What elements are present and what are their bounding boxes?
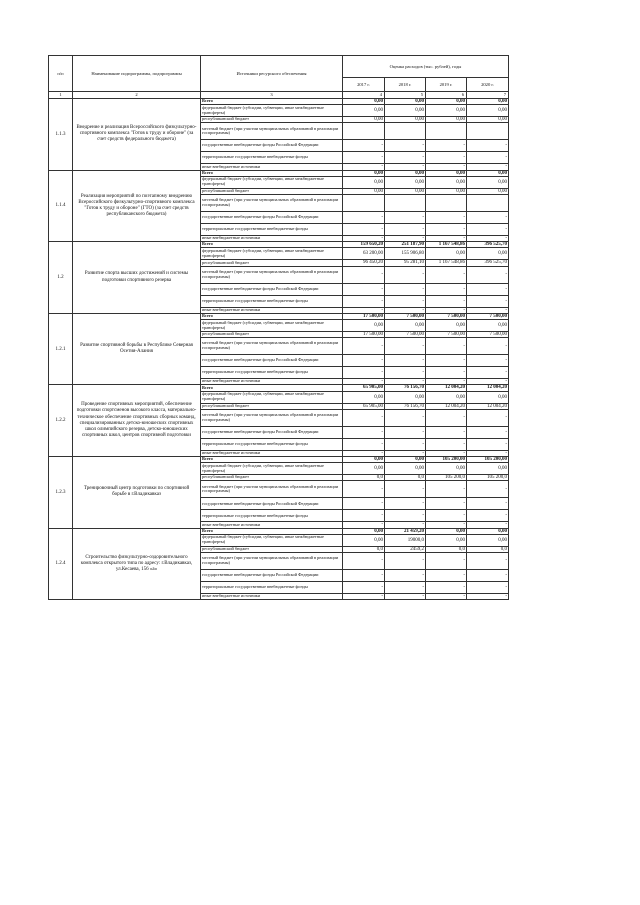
amount-cell: - [343, 266, 385, 283]
amount-cell [467, 123, 509, 140]
amount-cell: 0,00 [385, 463, 426, 475]
amount-cell: 0,00 [343, 117, 385, 123]
funding-source: республиканский бюджет [201, 260, 343, 266]
amount-cell: - [467, 522, 509, 528]
amount-cell: 0,00 [467, 463, 509, 475]
amount-cell: 7 500,00 [467, 332, 509, 338]
funding-source: местный бюджет (при участии муниципальных образований в реализации госпрограммы) [201, 338, 343, 355]
amount-cell: 0,00 [467, 99, 509, 105]
amount-cell: - [343, 498, 385, 510]
amount-cell: - [385, 164, 426, 170]
amount-cell: - [467, 266, 509, 283]
amount-cell: 155 906,80 [385, 248, 426, 260]
amount-cell [467, 195, 509, 212]
amount-cell: - [426, 224, 467, 236]
funding-source: местный бюджет (при участии муниципальных образований в реализации госпрограммы) [201, 123, 343, 140]
amount-cell: 159 650,20 [343, 242, 385, 248]
header-source: Источники ресурсного обеспечения [201, 56, 343, 92]
item-code: 1.2.2 [49, 385, 73, 457]
amount-cell: - [385, 355, 426, 367]
amount-cell: 1 167 548,86 [426, 260, 467, 266]
funding-source: федеральный бюджет (субсидии, субвенции, иные межбюджетные трансферты) [201, 176, 343, 188]
amount-cell: 0,00 [426, 391, 467, 403]
amount-cell: - [426, 164, 467, 170]
amount-cell: - [426, 510, 467, 522]
amount-cell: 0,00 [426, 99, 467, 105]
item-name: Внедрение и реализация Всероссийского физкультурно-спортивного комплекса "Готов к труду и обороне" (за счет средств федерального бюджета) [73, 99, 201, 171]
amount-cell: 396 525,70 [467, 260, 509, 266]
item-code: 1.2.4 [49, 528, 73, 600]
table-body [49, 99, 509, 600]
amount-cell: - [426, 570, 467, 582]
amount-cell [426, 195, 467, 212]
funding-source: республиканский бюджет [201, 188, 343, 194]
amount-cell: - [343, 379, 385, 385]
funding-source: иные внебюджетные источники [201, 236, 343, 242]
amount-cell: - [343, 450, 385, 456]
amount-cell: - [343, 295, 385, 307]
amount-cell: 0,0 [385, 475, 426, 481]
amount-cell: - [467, 140, 509, 152]
amount-cell: - [385, 498, 426, 510]
item-code: 1.1.4 [49, 170, 73, 242]
amount-cell: - [343, 553, 385, 570]
amount-cell: - [343, 152, 385, 164]
funding-source: республиканский бюджет [201, 475, 343, 481]
amount-cell: 0,00 [343, 105, 385, 117]
amount-cell: 105 200,0 [467, 475, 509, 481]
funding-source: республиканский бюджет [201, 332, 343, 338]
amount-cell: - [385, 553, 426, 570]
amount-cell: - [426, 338, 467, 355]
amount-cell: 0,00 [385, 99, 426, 105]
header-name: Наименование подпрограммы, подпрограммы [73, 56, 201, 92]
item-name: Проведение спортивных мероприятий, обеспечение подготовки спортсменов высокого класса, материально-техническое обеспечение спортивных сборных команд, специализированных детско-юношеских спортивных школ олимпийского резерва, детско-юношеских спортивных школ, центров спортивной подготовки [73, 385, 201, 457]
amount-cell: - [467, 594, 509, 600]
amount-cell: - [343, 164, 385, 170]
amount-cell: 0,00 [467, 176, 509, 188]
amount-cell: 65 905,00 [343, 385, 385, 391]
funding-source: республиканский бюджет [201, 546, 343, 552]
amount-cell: - [467, 212, 509, 224]
amount-cell: - [467, 498, 509, 510]
amount-cell: 0,00 [426, 188, 467, 194]
amount-cell: - [343, 426, 385, 438]
amount-cell: - [426, 307, 467, 313]
amount-cell: 7 500,00 [467, 313, 509, 319]
item-code: 1.2.1 [49, 313, 73, 385]
amount-cell: 0,00 [343, 528, 385, 534]
amount-cell: - [343, 510, 385, 522]
amount-cell: - [467, 450, 509, 456]
amount-cell: 0,00 [426, 105, 467, 117]
amount-cell: 105 200,00 [426, 457, 467, 463]
funding-source: государственные внебюджетные фонды Российской Федерации [201, 140, 343, 152]
amount-cell: - [385, 295, 426, 307]
funding-source: территориальные государственные внебюджетные фонды [201, 295, 343, 307]
amount-cell [385, 195, 426, 212]
amount-cell: - [343, 438, 385, 450]
amount-cell: - [385, 224, 426, 236]
amount-cell: - [467, 553, 509, 570]
amount-cell: 0,00 [467, 528, 509, 534]
amount-cell: 7 500,00 [426, 332, 467, 338]
amount-cell: - [467, 438, 509, 450]
amount-cell: - [426, 295, 467, 307]
amount-cell: - [385, 212, 426, 224]
amount-cell: - [426, 594, 467, 600]
funding-source: территориальные государственные внебюджетные фонды [201, 152, 343, 164]
amount-cell [426, 123, 467, 140]
item-name: Строительство физкультурно-оздоровительного комплекса открытого типа по адресу: г.Владикавказ, ул.Кесаева, 156 «а» [73, 528, 201, 600]
funding-source: государственные внебюджетные фонды Российской Федерации [201, 570, 343, 582]
amount-cell: 396 525,70 [467, 242, 509, 248]
amount-cell: - [467, 338, 509, 355]
funding-source: государственные внебюджетные фонды Российской Федерации [201, 283, 343, 295]
amount-cell: - [385, 582, 426, 594]
amount-cell: - [385, 481, 426, 498]
amount-cell: - [385, 409, 426, 426]
funding-source: территориальные государственные внебюджетные фонды [201, 438, 343, 450]
amount-cell: 0,00 [343, 463, 385, 475]
funding-source: местный бюджет (при участии муниципальных образований в реализации госпрограммы) [201, 553, 343, 570]
funding-source: территориальные государственные внебюджетные фонды [201, 510, 343, 522]
amount-cell: - [343, 236, 385, 242]
funding-source: Всего [201, 385, 343, 391]
amount-cell: - [467, 570, 509, 582]
amount-cell: - [385, 283, 426, 295]
amount-cell: - [426, 426, 467, 438]
amount-cell: - [385, 510, 426, 522]
amount-cell: 76 156,70 [385, 385, 426, 391]
amount-cell: 0,00 [426, 534, 467, 546]
header-year: 2018 г. [385, 78, 426, 92]
amount-cell: - [426, 582, 467, 594]
amount-cell: - [467, 283, 509, 295]
amount-cell: 0,0 [343, 546, 385, 552]
funding-source: федеральный бюджет (субсидии, субвенции, иные межбюджетные трансферты) [201, 391, 343, 403]
item-code: 1.2.3 [49, 457, 73, 529]
amount-cell: - [343, 140, 385, 152]
amount-cell: 0,00 [467, 534, 509, 546]
amount-cell: 7 500,00 [385, 332, 426, 338]
amount-cell: 0,00 [385, 320, 426, 332]
amount-cell: 0,00 [467, 248, 509, 260]
amount-cell: - [343, 594, 385, 600]
amount-cell: 0,00 [343, 188, 385, 194]
amount-cell: 0,00 [467, 170, 509, 176]
amount-cell: - [385, 338, 426, 355]
amount-cell: - [343, 224, 385, 236]
item-name: Развитие спорта высших достижений и системы подготовки спортивного резерва [73, 242, 201, 314]
amount-cell: 0,00 [426, 320, 467, 332]
funding-source: государственные внебюджетные фонды Российской Федерации [201, 498, 343, 510]
amount-cell: 0,00 [426, 170, 467, 176]
column-number: 7 [467, 92, 509, 99]
item-code: 1.1.3 [49, 99, 73, 171]
amount-cell: 0,00 [343, 457, 385, 463]
funding-source: иные внебюджетные источники [201, 164, 343, 170]
funding-source: государственные внебюджетные фонды Российской Федерации [201, 355, 343, 367]
funding-source: местный бюджет (при участии муниципальных образований в реализации госпрограммы) [201, 481, 343, 498]
amount-cell: 0,00 [343, 176, 385, 188]
funding-source: иные внебюджетные источники [201, 450, 343, 456]
amount-cell: 0,00 [385, 105, 426, 117]
amount-cell: - [467, 307, 509, 313]
funding-source: местный бюджет (при участии муниципальных образований в реализации госпрограммы) [201, 266, 343, 283]
amount-cell: - [426, 212, 467, 224]
amount-cell: - [343, 338, 385, 355]
amount-cell: - [426, 379, 467, 385]
amount-cell: 0,00 [385, 391, 426, 403]
amount-cell: - [467, 510, 509, 522]
amount-cell: - [343, 283, 385, 295]
funding-source: Всего [201, 242, 343, 248]
amount-cell: - [426, 409, 467, 426]
amount-cell: 0,00 [467, 188, 509, 194]
funding-source: иные внебюджетные источники [201, 594, 343, 600]
amount-cell: - [467, 367, 509, 379]
amount-cell: - [385, 367, 426, 379]
amount-cell: 12 004,20 [426, 385, 467, 391]
amount-cell: - [343, 481, 385, 498]
amount-cell: 76 156,70 [385, 403, 426, 409]
amount-cell: - [467, 355, 509, 367]
amount-cell [343, 195, 385, 212]
amount-cell: - [426, 498, 467, 510]
header-year: 2020 г. [467, 78, 509, 92]
amount-cell: 12 004,20 [467, 403, 509, 409]
amount-cell: - [426, 266, 467, 283]
column-number: 4 [343, 92, 385, 99]
amount-cell: - [426, 522, 467, 528]
funding-source: территориальные государственные внебюджетные фонды [201, 582, 343, 594]
amount-cell: 0,00 [343, 391, 385, 403]
amount-cell: - [426, 438, 467, 450]
amount-cell: 105 200,00 [467, 457, 509, 463]
amount-cell: 0,00 [426, 117, 467, 123]
amount-cell: 12 004,20 [467, 385, 509, 391]
amount-cell: - [343, 355, 385, 367]
amount-cell: - [467, 152, 509, 164]
header-estimate: Оценка расходов (тыс. рублей), годы [343, 56, 509, 78]
amount-cell: 0,00 [385, 176, 426, 188]
funding-source: федеральный бюджет (субсидии, субвенции, иные межбюджетные трансферты) [201, 320, 343, 332]
amount-cell: 0,00 [385, 170, 426, 176]
amount-cell: - [467, 481, 509, 498]
amount-cell: - [426, 481, 467, 498]
column-number: 3 [201, 92, 343, 99]
amount-cell: - [467, 295, 509, 307]
amount-cell: - [467, 426, 509, 438]
amount-cell: - [426, 450, 467, 456]
funding-source: местный бюджет (при участии муниципальных образований в реализации госпрограммы) [201, 409, 343, 426]
amount-cell: 0,00 [343, 170, 385, 176]
budget-table [48, 55, 509, 600]
amount-cell: 21 459,20 [385, 528, 426, 534]
amount-cell: 0,00 [467, 105, 509, 117]
amount-cell: 0,00 [343, 534, 385, 546]
amount-cell: - [426, 355, 467, 367]
item-name: Развитие спортивной борьбы в Республике Северная Осетия-Алания [73, 313, 201, 385]
amount-cell: 1 167 548,86 [426, 242, 467, 248]
amount-cell: 19000,0 [385, 534, 426, 546]
amount-cell: - [343, 409, 385, 426]
amount-cell: - [467, 582, 509, 594]
amount-cell: - [385, 307, 426, 313]
amount-cell: - [385, 522, 426, 528]
header-pn: п/п [49, 56, 73, 92]
amount-cell: - [385, 426, 426, 438]
amount-cell: - [385, 594, 426, 600]
amount-cell: 0,00 [467, 117, 509, 123]
amount-cell: 2459,2 [385, 546, 426, 552]
amount-cell: - [426, 553, 467, 570]
column-number: 1 [49, 92, 73, 99]
column-number: 2 [73, 92, 201, 99]
amount-cell: - [467, 224, 509, 236]
column-number: 6 [426, 92, 467, 99]
funding-source: федеральный бюджет (субсидии, субвенции, иные межбюджетные трансферты) [201, 248, 343, 260]
funding-source: Всего [201, 313, 343, 319]
amount-cell: 0,00 [467, 391, 509, 403]
amount-cell: - [343, 522, 385, 528]
amount-cell: - [385, 152, 426, 164]
amount-cell: - [385, 570, 426, 582]
amount-cell: - [385, 379, 426, 385]
amount-cell [385, 123, 426, 140]
amount-cell: - [385, 266, 426, 283]
amount-cell: - [385, 140, 426, 152]
funding-source: Всего [201, 528, 343, 534]
funding-source: республиканский бюджет [201, 403, 343, 409]
amount-cell: - [426, 283, 467, 295]
amount-cell: 0,0 [467, 546, 509, 552]
funding-source: местный бюджет (при участии муниципальных образований в реализации госпрограммы) [201, 195, 343, 212]
item-name: Реализация мероприятий по поэтапному внедрению Всероссийского физкультурно-спортивного комплекса "Готов к труду и обороне" (ГТО) (за счет средств республиканского бюджета) [73, 170, 201, 242]
amount-cell: 7 500,00 [385, 313, 426, 319]
amount-cell: - [467, 236, 509, 242]
funding-source: иные внебюджетные источники [201, 522, 343, 528]
amount-cell: 95 281,10 [385, 260, 426, 266]
amount-cell: 0,00 [426, 176, 467, 188]
item-name: Тренировочный центр подготовки по спортивной борьбе в г.Владикавказ [73, 457, 201, 529]
funding-source: Всего [201, 99, 343, 105]
amount-cell: 0,00 [385, 117, 426, 123]
amount-cell: 251 187,90 [385, 242, 426, 248]
column-number: 5 [385, 92, 426, 99]
amount-cell: 0,00 [426, 528, 467, 534]
funding-source: республиканский бюджет [201, 117, 343, 123]
amount-cell [343, 123, 385, 140]
funding-source: иные внебюджетные источники [201, 379, 343, 385]
amount-cell: - [343, 570, 385, 582]
amount-cell: 0,00 [343, 320, 385, 332]
amount-cell: - [426, 367, 467, 379]
amount-cell: - [343, 307, 385, 313]
amount-cell: - [426, 140, 467, 152]
amount-cell: - [467, 409, 509, 426]
amount-cell: 0,00 [467, 320, 509, 332]
funding-source: Всего [201, 170, 343, 176]
amount-cell: 0,00 [426, 248, 467, 260]
amount-cell: - [426, 152, 467, 164]
amount-cell: 0,0 [426, 546, 467, 552]
amount-cell: - [343, 582, 385, 594]
amount-cell: 0,00 [385, 457, 426, 463]
amount-cell: 0,0 [343, 475, 385, 481]
amount-cell: 105 200,0 [426, 475, 467, 481]
funding-source: федеральный бюджет (субсидии, субвенции, иные межбюджетные трансферты) [201, 534, 343, 546]
amount-cell: 7 500,00 [426, 313, 467, 319]
amount-cell: - [426, 236, 467, 242]
funding-source: Всего [201, 457, 343, 463]
amount-cell: - [467, 379, 509, 385]
amount-cell: 12 004,20 [426, 403, 467, 409]
funding-source: федеральный бюджет (субсидии, субвенции, иные межбюджетные трансферты) [201, 105, 343, 117]
amount-cell: 17 500,00 [343, 332, 385, 338]
item-code: 1.2 [49, 242, 73, 314]
amount-cell: - [385, 438, 426, 450]
funding-source: федеральный бюджет (субсидии, субвенции, иные межбюджетные трансферты) [201, 463, 343, 475]
funding-source: государственные внебюджетные фонды Российской Федерации [201, 212, 343, 224]
amount-cell: - [343, 367, 385, 379]
funding-source: территориальные государственные внебюджетные фонды [201, 367, 343, 379]
amount-cell: 0,00 [343, 99, 385, 105]
funding-source: иные внебюджетные источники [201, 307, 343, 313]
funding-source: территориальные государственные внебюджетные фонды [201, 224, 343, 236]
header-year: 2017 г. [343, 78, 385, 92]
header-year: 2019 г. [426, 78, 467, 92]
funding-source: государственные внебюджетные фонды Российской Федерации [201, 426, 343, 438]
amount-cell: 65 905,00 [343, 403, 385, 409]
amount-cell: - [343, 212, 385, 224]
amount-cell: - [385, 450, 426, 456]
amount-cell: 0,00 [385, 188, 426, 194]
amount-cell: 96 450,20 [343, 260, 385, 266]
amount-cell: 63 200,00 [343, 248, 385, 260]
amount-cell: - [467, 164, 509, 170]
amount-cell: - [385, 236, 426, 242]
amount-cell: 0,00 [426, 463, 467, 475]
amount-cell: 17 500,00 [343, 313, 385, 319]
